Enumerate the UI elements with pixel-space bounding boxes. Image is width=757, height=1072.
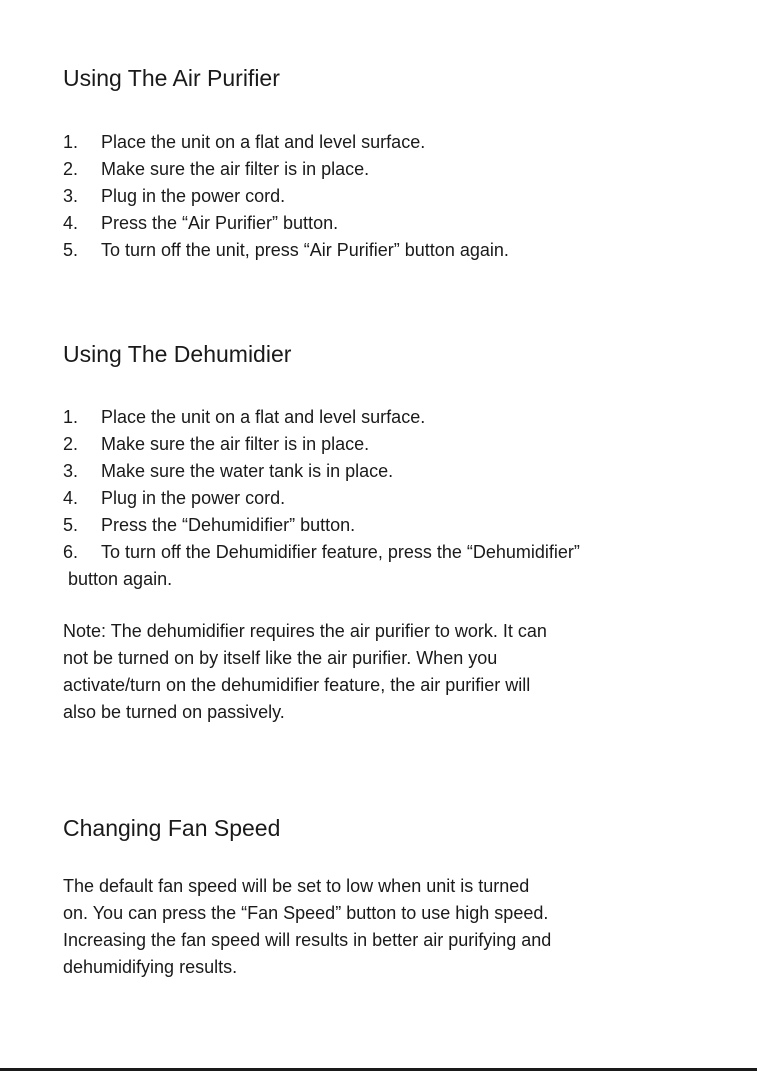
- list-item: [63, 210, 509, 237]
- step-text: Make sure the air filter is in place.: [101, 159, 370, 179]
- list-item: [63, 431, 580, 458]
- step-number: 3.: [63, 461, 79, 481]
- step-text: To turn off the unit, press “Air Purifier” button again.: [101, 240, 509, 260]
- list-item: [63, 512, 580, 539]
- dehumidifier-note: [63, 618, 713, 726]
- body-line: The default fan speed will be set to low when unit is turned: [63, 876, 530, 896]
- body-line: on. You can press the “Fan Speed” button to use high speed.: [63, 903, 549, 923]
- step-text: Press the “Air Purifier” button.: [101, 213, 339, 233]
- body-line: Increasing the fan speed will results in better air purifying and: [63, 930, 552, 950]
- step-number: 3.: [63, 186, 79, 206]
- step-number: 1.: [63, 407, 79, 427]
- air-purifier-steps: [63, 129, 509, 264]
- bottom-rule: [0, 1068, 757, 1071]
- body-line: dehumidifying results.: [63, 957, 238, 977]
- step-number: 6.: [63, 542, 79, 562]
- step-text: To turn off the Dehumidifier feature, press the “Dehumidifier”: [101, 542, 580, 562]
- step-text: Place the unit on a flat and level surface.: [101, 407, 426, 427]
- step-number: 4.: [63, 488, 79, 508]
- note-line: activate/turn on the dehumidifier feature, the air purifier will: [63, 675, 531, 695]
- note-line: also be turned on passively.: [63, 702, 285, 722]
- fan-speed-heading: Changing Fan Speed: [63, 815, 281, 841]
- step-text: Plug in the power cord.: [101, 186, 286, 206]
- list-item: [63, 485, 580, 512]
- step-number: 4.: [63, 213, 79, 233]
- list-item: [63, 539, 580, 593]
- list-item: [63, 237, 509, 264]
- step-text: Place the unit on a flat and level surface.: [101, 132, 426, 152]
- step-number: 2.: [63, 434, 79, 454]
- list-item: [63, 183, 509, 210]
- step-text: Plug in the power cord.: [101, 488, 286, 508]
- note-line: Note: The dehumidifier requires the air purifier to work. It can: [63, 621, 547, 641]
- dehumidifier-heading: Using The Dehumidier: [63, 341, 292, 367]
- list-item: [63, 129, 509, 156]
- air-purifier-heading: Using The Air Purifier: [63, 65, 280, 91]
- step-text: Make sure the water tank is in place.: [101, 461, 394, 481]
- step-number: 1.: [63, 132, 79, 152]
- step-number: 5.: [63, 515, 79, 535]
- list-item: [63, 156, 509, 183]
- step-text: Press the “Dehumidifier” button.: [101, 515, 356, 535]
- dehumidifier-steps: [63, 404, 580, 593]
- list-item: [63, 458, 580, 485]
- list-item: [63, 404, 580, 431]
- step-number: 5.: [63, 240, 79, 260]
- step-text-continuation: button again.: [68, 569, 173, 589]
- fan-speed-body: [63, 873, 713, 981]
- step-number: 2.: [63, 159, 79, 179]
- step-text: Make sure the air filter is in place.: [101, 434, 370, 454]
- note-line: not be turned on by itself like the air purifier. When you: [63, 648, 498, 668]
